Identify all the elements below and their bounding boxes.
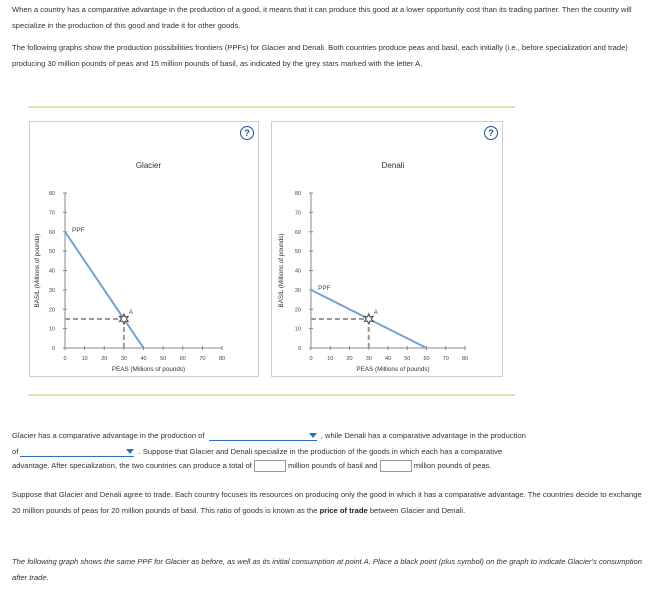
ppf-label: PPF — [318, 284, 331, 292]
question-text: . Suppose that Glacier and Denali specialize in the production of the goods in which each has a comparative — [138, 447, 503, 456]
x-tick-label: 20 — [101, 356, 108, 362]
question-text: , while Denali has a comparative advantage in the production — [320, 431, 526, 440]
ppf-line — [65, 232, 144, 348]
y-tick-label: 70 — [48, 210, 55, 217]
trade-paragraph — [12, 487, 652, 518]
price-of-trade-term: price of trade — [319, 505, 368, 515]
x-tick-label: 40 — [384, 356, 392, 362]
y-tick-label: 10 — [294, 326, 301, 333]
x-axis-label: PEAS (Millions of pounds) — [111, 366, 186, 373]
intro-paragraph-2: The following graphs show the production possibilities frontiers (PPFs) for Glacier and Denali. Both countries produce peas and basil, each initially (i.e., before specialization and trade) producing 30 million pounds of peas and 15 million pounds of basil, as indicated by the grey stars marked with the letter A. — [12, 43, 628, 68]
x-tick-label: 50 — [404, 356, 411, 362]
glacier-ppf-chart — [30, 122, 260, 378]
chart-title: Denali — [381, 161, 405, 170]
x-tick-label: 60 — [423, 356, 430, 362]
question-line-1 — [12, 428, 652, 444]
point-a-label: A — [373, 309, 378, 316]
question-text: million pounds of basil and — [288, 461, 378, 470]
chevron-down-icon — [309, 433, 317, 438]
y-tick-label: 80 — [294, 191, 301, 197]
y-tick-label: 60 — [294, 229, 301, 236]
graph-panel-denali[interactable] — [271, 121, 503, 377]
help-button[interactable]: ? — [484, 126, 498, 140]
y-tick-label: 20 — [48, 307, 55, 314]
y-axis-label: BASIL (Millions of pounds) — [34, 233, 41, 308]
total-peas-input[interactable] — [380, 460, 412, 472]
y-tick-label: 0 — [297, 346, 301, 352]
y-tick-label: 80 — [48, 191, 55, 197]
divider — [28, 106, 515, 108]
question-text: of — [12, 447, 19, 456]
chevron-down-icon — [126, 449, 134, 454]
y-tick-label: 50 — [294, 249, 301, 256]
x-tick-label: 0 — [309, 356, 313, 362]
x-tick-label: 0 — [63, 356, 67, 362]
x-tick-label: 30 — [120, 356, 127, 362]
ppf-label: PPF — [72, 226, 85, 234]
y-tick-label: 30 — [294, 287, 301, 294]
x-tick-label: 10 — [81, 356, 88, 362]
y-tick-label: 20 — [294, 307, 301, 314]
x-tick-label: 40 — [140, 356, 147, 362]
x-tick-label: 50 — [160, 356, 167, 362]
y-tick-label: 40 — [294, 268, 301, 275]
help-button[interactable]: ? — [240, 126, 254, 140]
trade-text: Suppose that Glacier and Denali agree to trade. Each country focuses its resources on producing only the good in which it has a comparative advantage. The countries decide to exchange 20 million pounds of peas for 20 million pounds of basil. This ratio of goods is known as the — [12, 490, 642, 515]
total-basil-input[interactable] — [254, 460, 286, 472]
divider — [28, 394, 515, 396]
y-tick-label: 0 — [51, 346, 55, 352]
x-tick-label: 80 — [461, 356, 469, 362]
question-line-3 — [12, 458, 652, 474]
x-tick-label: 70 — [442, 356, 449, 362]
point-a-star-icon — [364, 314, 373, 324]
x-tick-label: 70 — [199, 356, 206, 362]
y-tick-label: 40 — [48, 268, 55, 275]
question-text: million pounds of peas. — [413, 461, 492, 470]
graph-panel-glacier[interactable] — [29, 121, 259, 377]
y-axis-label: BASIL (Millions of pounds) — [278, 233, 285, 308]
x-tick-label: 10 — [327, 356, 334, 362]
y-tick-label: 30 — [48, 287, 55, 294]
y-tick-label: 60 — [48, 229, 55, 236]
denali-ppf-chart — [272, 122, 504, 378]
x-tick-label: 60 — [179, 356, 186, 362]
trade-text: between Glacier and Denali. — [367, 505, 466, 515]
x-tick-label: 80 — [218, 356, 226, 362]
x-axis-label: PEAS (Millions of pounds) — [356, 366, 430, 373]
point-a-label: A — [128, 309, 133, 316]
y-tick-label: 10 — [48, 326, 55, 333]
y-tick-label: 70 — [294, 210, 301, 217]
intro-paragraph-1: When a country has a comparative advantage in the production of a good, it means that it can produce this good at a lower opportunity cost than its trading partner. Then the country will specialize in the production of this good and trade it for other goods. — [12, 5, 632, 30]
x-tick-label: 20 — [346, 356, 353, 362]
x-tick-label: 30 — [365, 356, 372, 362]
y-tick-label: 50 — [48, 249, 55, 256]
chart-title: Glacier — [135, 161, 162, 170]
glacier-advantage-dropdown[interactable] — [209, 432, 317, 441]
question-text: advantage. After specialization, the two countries can produce a total of — [12, 461, 252, 470]
denali-advantage-dropdown[interactable] — [20, 448, 134, 457]
question-text: Glacier has a comparative advantage in the production of — [12, 431, 205, 440]
instruction-paragraph: The following graph shows the same PPF for Glacier as before, as well as its initial consumption at point A. Place a black point (plus symbol) on the graph to indicate Glacier's consumption after trade. — [12, 557, 642, 582]
